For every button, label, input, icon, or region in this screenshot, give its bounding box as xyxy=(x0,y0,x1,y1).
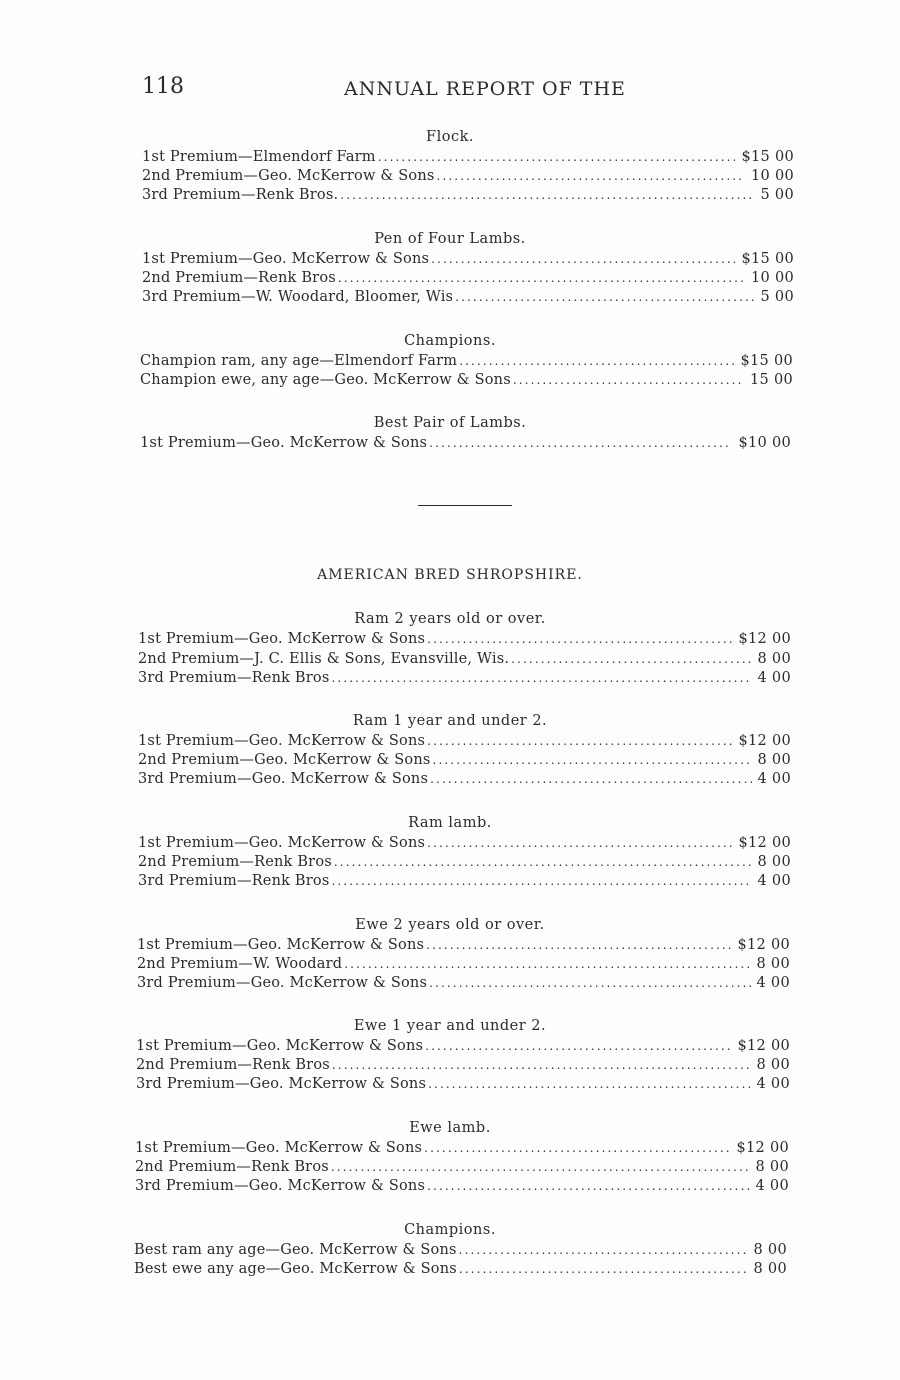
entry-label: 1st Premium—Geo. McKerrow & Sons xyxy=(136,1038,424,1054)
list-item xyxy=(138,853,791,872)
entry-amount: 5 00 xyxy=(760,187,794,203)
entry-amount: $10 00 xyxy=(738,435,791,451)
entry-label: 2nd Premium—W. Woodard xyxy=(137,956,343,972)
list-item xyxy=(142,269,794,288)
section-heading-pen-of-four-lambs: Pen of Four Lambs. xyxy=(374,231,526,247)
entry-amount: 4 00 xyxy=(755,1178,789,1194)
entry-amount: 4 00 xyxy=(757,771,791,787)
list-item xyxy=(137,955,790,974)
running-title: ANNUAL REPORT OF THE xyxy=(344,78,626,100)
entry-amount: 8 00 xyxy=(755,1159,789,1175)
list-item xyxy=(138,650,791,669)
main-heading: AMERICAN BRED SHROPSHIRE. xyxy=(317,567,583,583)
entry-amount: 15 00 xyxy=(749,372,793,388)
entry-amount: $15 00 xyxy=(741,149,794,165)
entry-amount: $15 00 xyxy=(740,353,793,369)
entry-amount: 8 00 xyxy=(753,1261,787,1277)
list-item xyxy=(142,148,794,167)
entry-amount: $12 00 xyxy=(737,937,790,953)
entry-amount: 4 00 xyxy=(756,1076,790,1092)
list-item xyxy=(138,834,791,853)
list-item xyxy=(140,352,793,371)
entry-label: Best ewe any age—Geo. McKerrow & Sons xyxy=(134,1261,457,1277)
entry-amount: $15 00 xyxy=(741,251,794,267)
section-heading-champions: Champions. xyxy=(404,333,496,349)
entry-label: 2nd Premium—Renk Bros xyxy=(138,854,332,870)
entry-amount: $12 00 xyxy=(736,1140,789,1156)
section-heading-ram-1-year: Ram 1 year and under 2. xyxy=(352,713,548,729)
list-item xyxy=(140,434,791,453)
section-heading-ewe-lamb: Ewe lamb. xyxy=(409,1120,491,1136)
entry-label: 1st Premium—Geo. McKerrow & Sons xyxy=(142,251,430,267)
entry-amount: 8 00 xyxy=(756,1057,790,1073)
entry-amount: 4 00 xyxy=(757,670,791,686)
list-item xyxy=(138,751,791,770)
list-item xyxy=(142,288,794,307)
entry-amount: 4 00 xyxy=(756,975,790,991)
page-number: 118 xyxy=(142,74,184,99)
entry-label: 1st Premium—Elmendorf Farm xyxy=(142,149,376,165)
list-item xyxy=(136,1056,790,1075)
entry-label: 1st Premium—Geo. McKerrow & Sons xyxy=(138,733,426,749)
list-item xyxy=(135,1158,789,1177)
entry-label: 2nd Premium—Renk Bros xyxy=(135,1159,329,1175)
entry-label: 3rd Premium—W. Woodard, Bloomer, Wis xyxy=(142,289,454,305)
entry-amount: 8 00 xyxy=(757,752,791,768)
section-heading-shropshire-champions: Champions. xyxy=(404,1222,496,1238)
list-item xyxy=(137,936,790,955)
entry-amount: 8 00 xyxy=(757,854,791,870)
section-divider xyxy=(418,505,512,506)
entry-label: 3rd Premium—Geo. McKerrow & Sons xyxy=(135,1178,426,1194)
entry-label: 1st Premium—Geo. McKerrow & Sons xyxy=(137,937,425,953)
entry-label: 3rd Premium—Geo. McKerrow & Sons xyxy=(137,975,428,991)
list-item xyxy=(138,732,791,751)
list-item xyxy=(137,974,790,993)
entry-label: 1st Premium—Geo. McKerrow & Sons xyxy=(138,835,426,851)
entry-amount: 10 00 xyxy=(750,270,794,286)
entry-label: 2nd Premium—Geo. McKerrow & Sons xyxy=(138,752,431,768)
entry-amount: 10 00 xyxy=(750,168,794,184)
entry-label: 1st Premium—Geo. McKerrow & Sons xyxy=(138,631,426,647)
list-item xyxy=(134,1260,787,1279)
entry-amount: 8 00 xyxy=(756,956,790,972)
entry-amount: 4 00 xyxy=(757,873,791,889)
entry-label: 2nd Premium—Geo. McKerrow & Sons xyxy=(142,168,435,184)
entry-label: 3rd Premium—Renk Bros xyxy=(138,670,330,686)
entry-label: Best ram any age—Geo. McKerrow & Sons xyxy=(134,1242,457,1258)
entry-amount: 5 00 xyxy=(760,289,794,305)
entry-amount: $12 00 xyxy=(738,631,791,647)
entry-label: 3rd Premium—Renk Bros. xyxy=(142,187,339,203)
list-item xyxy=(134,1241,787,1260)
entry-label: Champion ram, any age—Elmendorf Farm xyxy=(140,353,458,369)
entry-amount: $12 00 xyxy=(738,835,791,851)
entry-label: Champion ewe, any age—Geo. McKerrow & Sons xyxy=(140,372,511,388)
list-item xyxy=(138,630,791,649)
section-heading-ram-lamb: Ram lamb. xyxy=(408,815,492,831)
list-item xyxy=(140,371,793,390)
section-heading-ewe-1-year: Ewe 1 year and under 2. xyxy=(353,1018,547,1034)
entry-amount: 8 00 xyxy=(753,1242,787,1258)
section-heading-ram-2-years: Ram 2 years old or over. xyxy=(354,611,546,627)
list-item xyxy=(138,669,791,688)
entry-label: 1st Premium—Geo. McKerrow & Sons xyxy=(140,435,428,451)
list-item xyxy=(136,1075,790,1094)
entry-label: 3rd Premium—Geo. McKerrow & Sons xyxy=(136,1076,427,1092)
section-heading-best-pair-of-lambs: Best Pair of Lambs. xyxy=(373,415,527,431)
list-item xyxy=(142,186,794,205)
entry-label: 2nd Premium—Renk Bros xyxy=(142,270,336,286)
list-item xyxy=(136,1037,790,1056)
list-item xyxy=(142,250,794,269)
entry-label: 3rd Premium—Renk Bros xyxy=(138,873,330,889)
section-heading-flock: Flock. xyxy=(426,129,474,145)
list-item xyxy=(138,872,791,891)
entry-amount: 8 00 xyxy=(757,651,791,667)
entry-label: 2nd Premium—J. C. Ellis & Sons, Evansville, Wis. xyxy=(138,651,510,667)
list-item xyxy=(135,1139,789,1158)
entry-label: 1st Premium—Geo. McKerrow & Sons xyxy=(135,1140,423,1156)
entry-amount: $12 00 xyxy=(738,733,791,749)
list-item xyxy=(142,167,794,186)
list-item xyxy=(135,1177,789,1196)
entry-label: 3rd Premium—Geo. McKerrow & Sons xyxy=(138,771,429,787)
list-item xyxy=(138,770,791,789)
entry-amount: $12 00 xyxy=(737,1038,790,1054)
entry-label: 2nd Premium—Renk Bros xyxy=(136,1057,330,1073)
section-heading-ewe-2-years: Ewe 2 years old or over. xyxy=(355,917,545,933)
